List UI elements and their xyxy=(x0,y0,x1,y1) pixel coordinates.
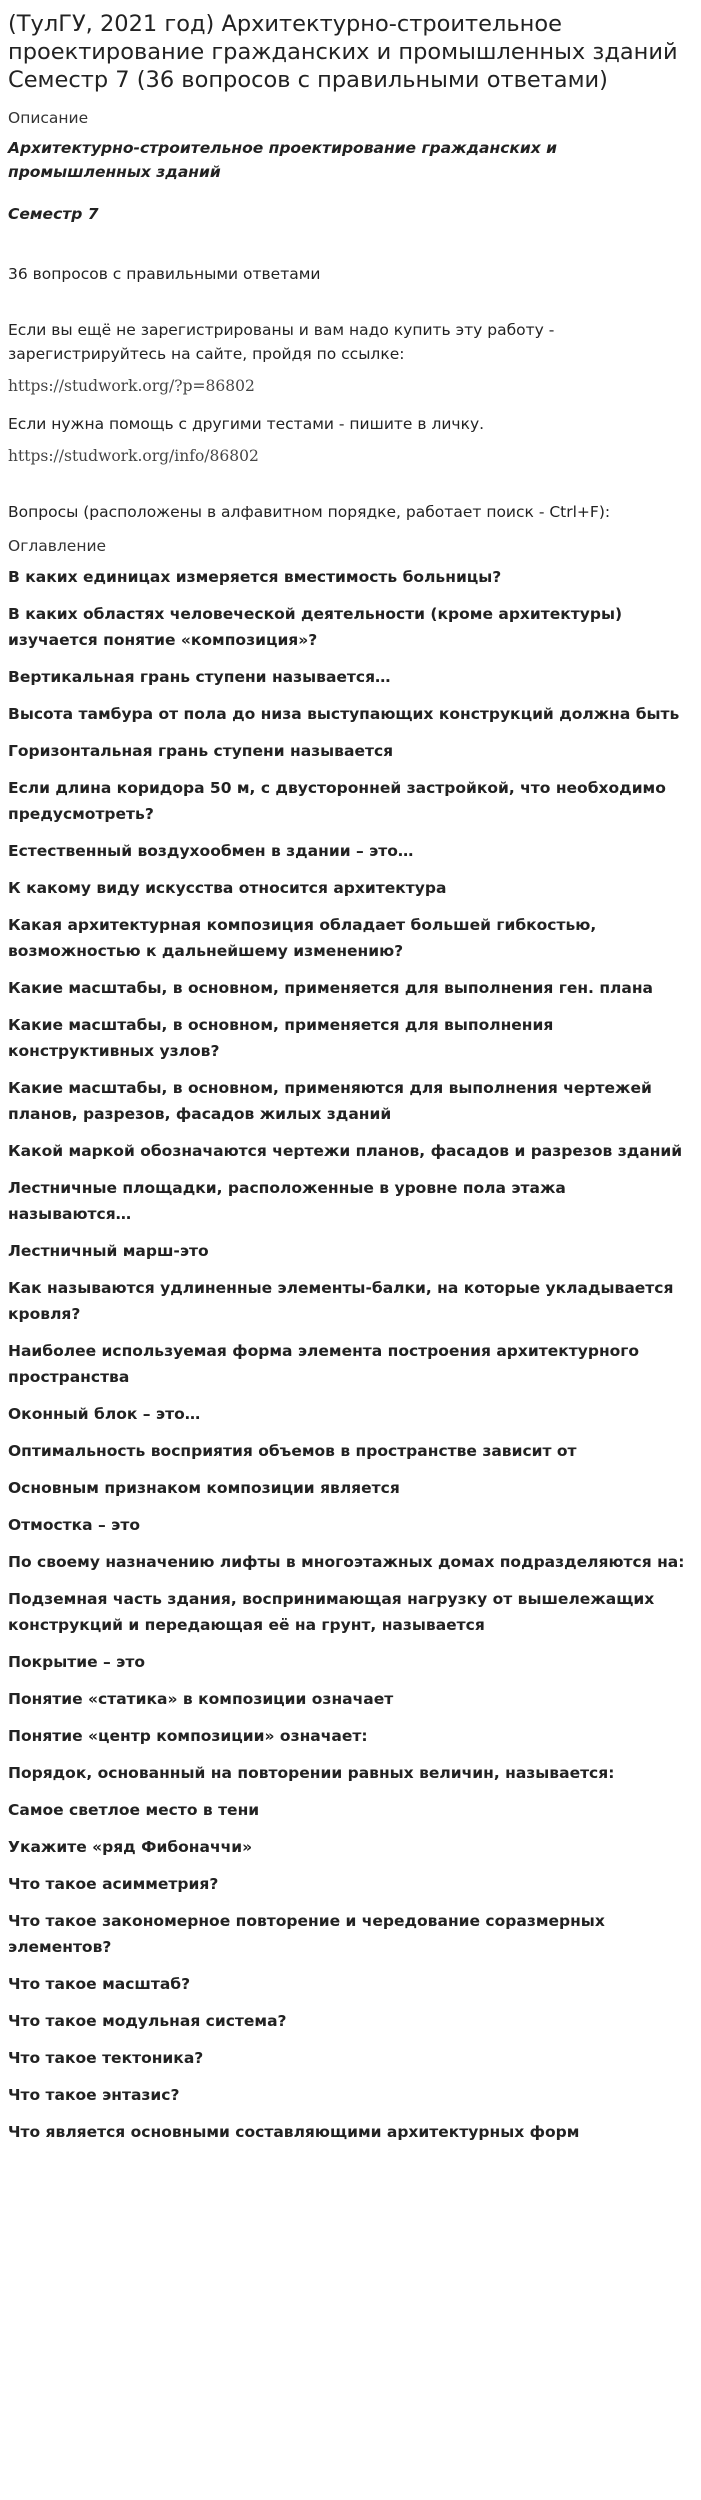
toc-item[interactable]: Основным признаком композиции является xyxy=(8,1479,400,1497)
questions-count: 36 вопросов с правильными ответами xyxy=(8,265,321,283)
questions-intro: Вопросы (расположены в алфавитном порядке, работает поиск - Ctrl+F): xyxy=(8,503,611,521)
toc-item[interactable]: Если длина коридора 50 м, с двусторонней застройкой, что необходимо предусмотреть? xyxy=(8,779,666,823)
toc-item[interactable]: Вертикальная грань ступени называется… xyxy=(8,668,391,686)
toc-item[interactable]: Понятие «статика» в композиции означает xyxy=(8,1690,394,1708)
toc-item[interactable]: Укажите «ряд Фибоначчи» xyxy=(8,1838,253,1856)
toc-item[interactable]: К какому виду искусства относится архитектура xyxy=(8,879,447,897)
toc-item[interactable]: Какая архитектурная композиция обладает большей гибкостью, возможностью к дальнейшему изменению? xyxy=(8,916,597,960)
toc-item[interactable]: Лестничные площадки, расположенные в уровне пола этажа называются… xyxy=(8,1179,566,1223)
toc-item[interactable]: Естественный воздухообмен в здании – это… xyxy=(8,842,414,860)
toc-item[interactable]: Какие масштабы, в основном, применяется для выполнения ген. плана xyxy=(8,979,654,997)
toc-item[interactable]: Какие масштабы, в основном, применяются для выполнения чертежей планов, разрезов, фасадов жилых зданий xyxy=(8,1079,652,1123)
toc-item[interactable]: Оконный блок – это… xyxy=(8,1405,201,1423)
toc-item[interactable]: Какие масштабы, в основном, применяется для выполнения конструктивных узлов? xyxy=(8,1016,554,1060)
toc-item[interactable]: Какой маркой обозначаются чертежи планов, фасадов и разрезов зданий xyxy=(8,1142,683,1160)
toc-item[interactable]: Оптимальность восприятия объемов в пространстве зависит от xyxy=(8,1442,577,1460)
table-of-contents xyxy=(8,564,693,2145)
toc-item[interactable]: В каких единицах измеряется вместимость больницы? xyxy=(8,568,502,586)
toc-item[interactable]: Горизонтальная грань ступени называется xyxy=(8,742,394,760)
toc-item[interactable]: Как называются удлиненные элементы-балки, на которые укладывается кровля? xyxy=(8,1279,674,1323)
help-link[interactable]: https://studwork.org/info/86802 xyxy=(8,447,259,465)
help-text: Если нужна помощь с другими тестами - пишите в личку. xyxy=(8,415,485,433)
page-title: (ТулГУ, 2021 год) Архитектурно-строительное проектирование гражданских и промышленных зданий Семестр 7 (36 вопросов с правильными ответами) xyxy=(8,11,678,93)
toc-item[interactable]: В каких областях человеческой деятельности (кроме архитектуры) изучается понятие «композиция»? xyxy=(8,605,623,649)
toc-item[interactable]: Что такое асимметрия? xyxy=(8,1875,219,1893)
course-title: Архитектурно-строительное проектирование гражданских и промышленных зданий xyxy=(8,139,558,181)
toc-item[interactable]: Что такое энтазис? xyxy=(8,2086,180,2104)
toc-item[interactable]: Наиболее используемая форма элемента построения архитектурного пространства xyxy=(8,1342,640,1386)
toc-item[interactable]: Что такое тектоника? xyxy=(8,2049,204,2067)
toc-item[interactable]: Самое светлое место в тени xyxy=(8,1801,260,1819)
toc-item[interactable]: Что такое модульная система? xyxy=(8,2012,287,2030)
toc-item[interactable]: Лестничный марш-это xyxy=(8,1242,209,1260)
register-text: Если вы ещё не зарегистрированы и вам надо купить эту работу - зарегистрируйтесь на сайте, пройдя по ссылке: xyxy=(8,321,555,363)
toc-item[interactable]: Что такое масштаб? xyxy=(8,1975,191,1993)
toc-label: Оглавление xyxy=(8,537,107,555)
register-link[interactable]: https://studwork.org/?p=86802 xyxy=(8,377,255,395)
toc-item[interactable]: Что такое закономерное повторение и чередование соразмерных элементов? xyxy=(8,1912,605,1956)
toc-item[interactable]: По своему назначению лифты в многоэтажных домах подразделяются на: xyxy=(8,1553,685,1571)
toc-item[interactable]: Высота тамбура от пола до низа выступающих конструкций должна быть xyxy=(8,705,680,723)
toc-item[interactable]: Покрытие – это xyxy=(8,1653,145,1671)
semester-label: Семестр 7 xyxy=(8,205,99,223)
description-label: Описание xyxy=(8,109,89,127)
toc-item[interactable]: Отмостка – это xyxy=(8,1516,140,1534)
toc-item[interactable]: Подземная часть здания, воспринимающая нагрузку от вышележащих конструкций и передающая её на грунт, называется xyxy=(8,1590,655,1634)
toc-item[interactable]: Что является основными составляющими архитектурных форм xyxy=(8,2123,580,2141)
toc-item[interactable]: Понятие «центр композиции» означает: xyxy=(8,1727,368,1745)
toc-item[interactable]: Порядок, основанный на повторении равных величин, называется: xyxy=(8,1764,615,1782)
